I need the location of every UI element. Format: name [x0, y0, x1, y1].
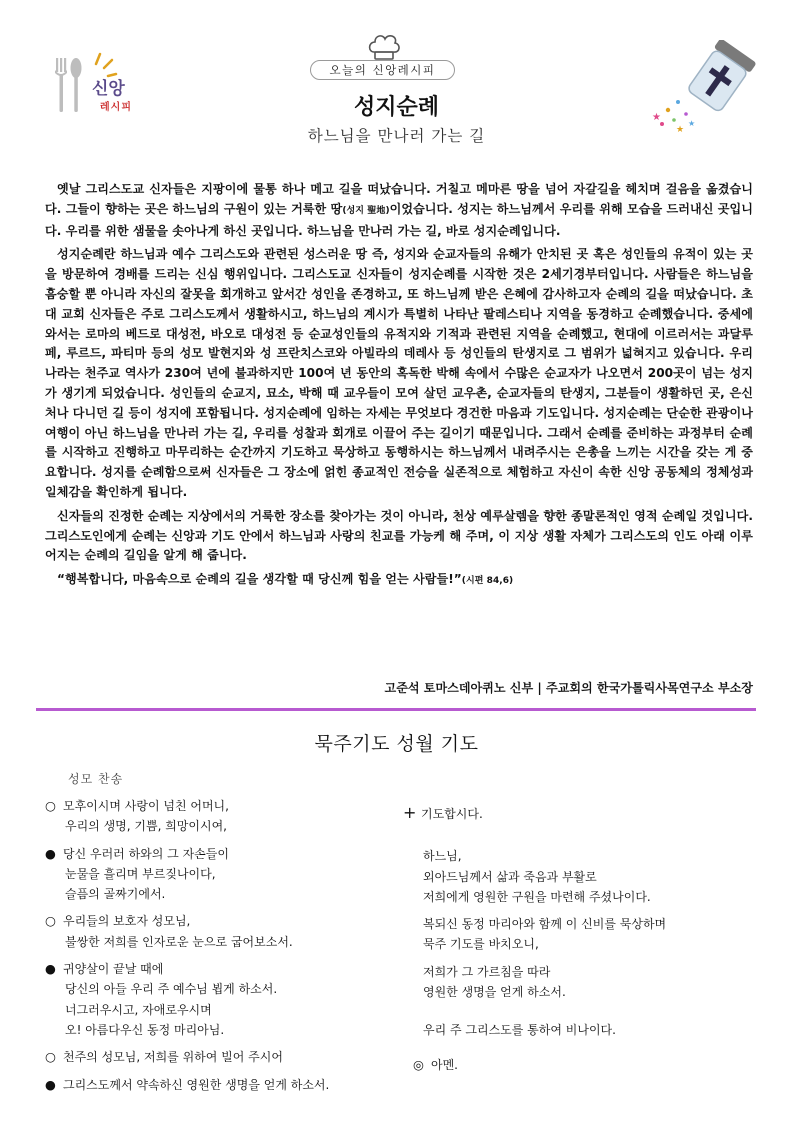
prayer-block [403, 846, 763, 907]
chef-hat-icon [366, 32, 402, 62]
prayer-verse [45, 911, 405, 952]
verse-line: 오! 아름다우신 동정 마리아님. [65, 1022, 225, 1037]
salt-shaker-icon [648, 40, 758, 140]
svg-text:★: ★ [652, 112, 661, 123]
double-circle-icon: ◎ [413, 1056, 424, 1072]
prayer-heading: + 기도합시다. [403, 803, 483, 822]
prayer-block [403, 962, 763, 1003]
recipe-badge: 오늘의 신앙레시피 [310, 60, 455, 80]
prayer-verse [45, 796, 405, 837]
article-body [45, 180, 753, 596]
filled-circle-icon: ● [45, 961, 56, 977]
prayer-right-column [403, 803, 763, 1082]
author-credit: 고준석 토마스데아퀴노 신부 | 주교회의 한국가톨릭사목연구소 부소장 [384, 681, 753, 695]
filled-circle-icon: ● [45, 845, 56, 861]
open-circle-icon: ○ [45, 913, 56, 929]
prayer-left-column [45, 796, 405, 1102]
verse-line: 눈물을 흘리며 부르짖나이다, [65, 866, 216, 881]
article-paragraph-1: 옛날 그리스도교 신자들은 지팡이에 물통 하나 메고 길을 떠났습니다. 거칠고 메마른 땅을 넘어 자갈길을 헤치며 걸음을 옮겼습니다. 그들이 향하는 곳은 하느님의 구원이 있는 거룩한 땅(성지 聖地)이었습니다. 성지는 하느님께서 우리를 위해 모습을 드러내신 곳입니다. 우리를 위한 샘물을 솟아나게 하신 곳입니다. 하느님을 만나러 가는 길, 바로 성지순례입니다. [45, 182, 754, 238]
verse-line: ● 당신 우러러 하와의 그 자손들이 [45, 844, 405, 864]
verse-line: ○ 우리들의 보호자 성모님, [45, 911, 405, 931]
verse-line: 당신의 아들 우리 주 예수님 뵙게 하소서. [65, 982, 278, 997]
psalm-quote: “행복합니다, 마음속으로 순례의 길을 생각할 때 당신께 힘을 얻는 사람들!”(시편 84,6) [57, 572, 514, 587]
prayer-line: 외아드님께서 삶과 죽음과 부활로 [423, 869, 597, 884]
prayer-line: 하느님, [423, 849, 462, 864]
svg-text:★: ★ [688, 119, 696, 128]
article-paragraph-3: 신자들의 진정한 순례는 지상에서의 거룩한 장소를 찾아가는 것이 아니라, 천상 예루살렘을 향한 종말론적인 영적 순례일 것입니다. 그리스도인에게 순례는 신앙과 기도 안에서 하느님과 사랑의 친교를 가능케 해 주며, 이 지상 생활 자체가 그리스도의 인도 아래 이루어지는 순례의 길임을 알게 해 줍니다. [45, 508, 753, 563]
verse-line: ● 그리스도께서 약속하신 영원한 생명을 얻게 하소서. [45, 1075, 405, 1095]
section-divider [36, 708, 756, 711]
page-title: 성지순례 [353, 95, 439, 120]
article-paragraph-2: 성지순례란 하느님과 예수 그리스도와 관련된 성스러운 땅 즉, 성지와 순교자들의 유해가 안치된 곳 혹은 성인들의 유적이 있는 곳을 방문하여 경배를 드리는 신심 행위입니다. 그리스도교 신자들이 성지순례를 시작한 것은 2세기경부터입니다. 사람들은 하느님을 흠숭할 뿐 아니라 자신의 잘못을 회개하고 앞서간 성인을 존경하고, 또 하느님께 받은 은혜에 감사하고자 순례의 길을 떠났습니다. 초대 교회 신자들은 주로 그리스도께서 생활하시고, 하느님의 계시가 특별히 나타난 팔레스티나 지역을 동경하고 순례했습니다. 중세에 와서는 로마의 베드로 대성전, 바오로 대성전 등 순교성인들의 유적지와 기적과 관련된 지역을 순례했고, 현대에 이르러서는 과달루페, 루르드, 파티마 등의 성모 발현지와 성 프란치스코와 아빌라의 데레사 등 성인들의 탄생지로 그 범위가 넓혀지고 있습니다. 우리나라는 천주교 역사가 230여 년에 불과하지만 100여 년 동안의 혹독한 박해 속에서 수많은 순교자가 나오면서 200곳이 넘는 성지가 생기게 되었습니다. 성인들의 순교지, 묘소, 박해 때 교우들이 모여 살던 교우촌, 순교자들의 탄생지, 그분들이 생활하던 곳, 은신처나 다니던 길 등이 성지에 포함됩니다. 성지순례에 임하는 자세는 무엇보다 경건한 마음과 기도입니다. 성지순례는 단순한 관광이나 여행이 아닌 하느님을 만나러 가는 길, 우리를 성찰과 회개로 이끌어 주는 길이기 때문입니다. 그래서 순례를 준비하는 과정부터 순례를 시작하고 진행하고 마무리하는 순간까지 기도하고 묵상하고 동행하시는 하느님께서 내려주시는 은총을 느끼는 시간을 갖는 게 중요합니다. 성지를 순례함으로써 신자들은 그 장소에 얽힌 종교적인 전승을 실존적으로 체험하고 자신이 속한 신앙 공동체의 정체성과 일체감을 확인하게 됩니다. [45, 247, 753, 499]
verse-line: ○ 천주의 성모님, 저희를 위하여 빌어 주시어 [45, 1047, 405, 1067]
prayer-block [403, 1020, 763, 1040]
amen-line: ◎ 아멘. [403, 1055, 763, 1075]
prayer-line: 복되신 동정 마리아와 함께 이 신비를 묵상하며 [423, 917, 667, 932]
logo-subtext: 레시피 [100, 102, 132, 113]
open-circle-icon: ○ [45, 1049, 56, 1065]
prayer-block [403, 914, 763, 955]
prayer-title: 묵주기도 성월 기도 [314, 733, 479, 755]
prayer-line: 우리 주 그리스도를 통하여 비나이다. [423, 1023, 616, 1038]
prayer-line: 묵주 기도를 바치오니, [423, 937, 539, 952]
verse-line: 슬픔의 골짜기에서. [65, 887, 166, 902]
verse-line: ● 귀양살이 끝날 때에 [45, 959, 405, 979]
verse-line: 우리의 생명, 기쁨, 희망이시여, [65, 819, 227, 834]
logo-text: 신앙 [92, 79, 125, 99]
prayer-line: 저희에게 영원한 구원을 마련해 주셨나이다. [423, 889, 651, 904]
open-circle-icon: ○ [45, 798, 56, 813]
prayer-line: 영원한 생명을 얻게 하소서. [423, 985, 566, 1000]
page-subtitle: 하느님을 만나러 가는 길 [307, 127, 486, 145]
filled-circle-icon: ● [45, 1076, 56, 1092]
verse-line: ○ 모후이시며 사랑이 넘친 어머니, [45, 796, 405, 816]
prayer-verse [45, 844, 405, 905]
section-label: 성모 찬송 [68, 772, 124, 786]
cross-icon: + [403, 803, 417, 822]
prayer-verse [45, 1047, 405, 1067]
prayer-verse [45, 1075, 405, 1095]
prayer-line: 저희가 그 가르침을 따라 [423, 964, 551, 979]
verse-line: 너그러우시고, 자애로우시며 [65, 1002, 212, 1017]
verse-line: 불쌍한 저희를 인자로운 눈으로 굽어보소서. [65, 934, 293, 949]
prayer-verse [45, 959, 405, 1040]
svg-text:★: ★ [676, 125, 685, 135]
